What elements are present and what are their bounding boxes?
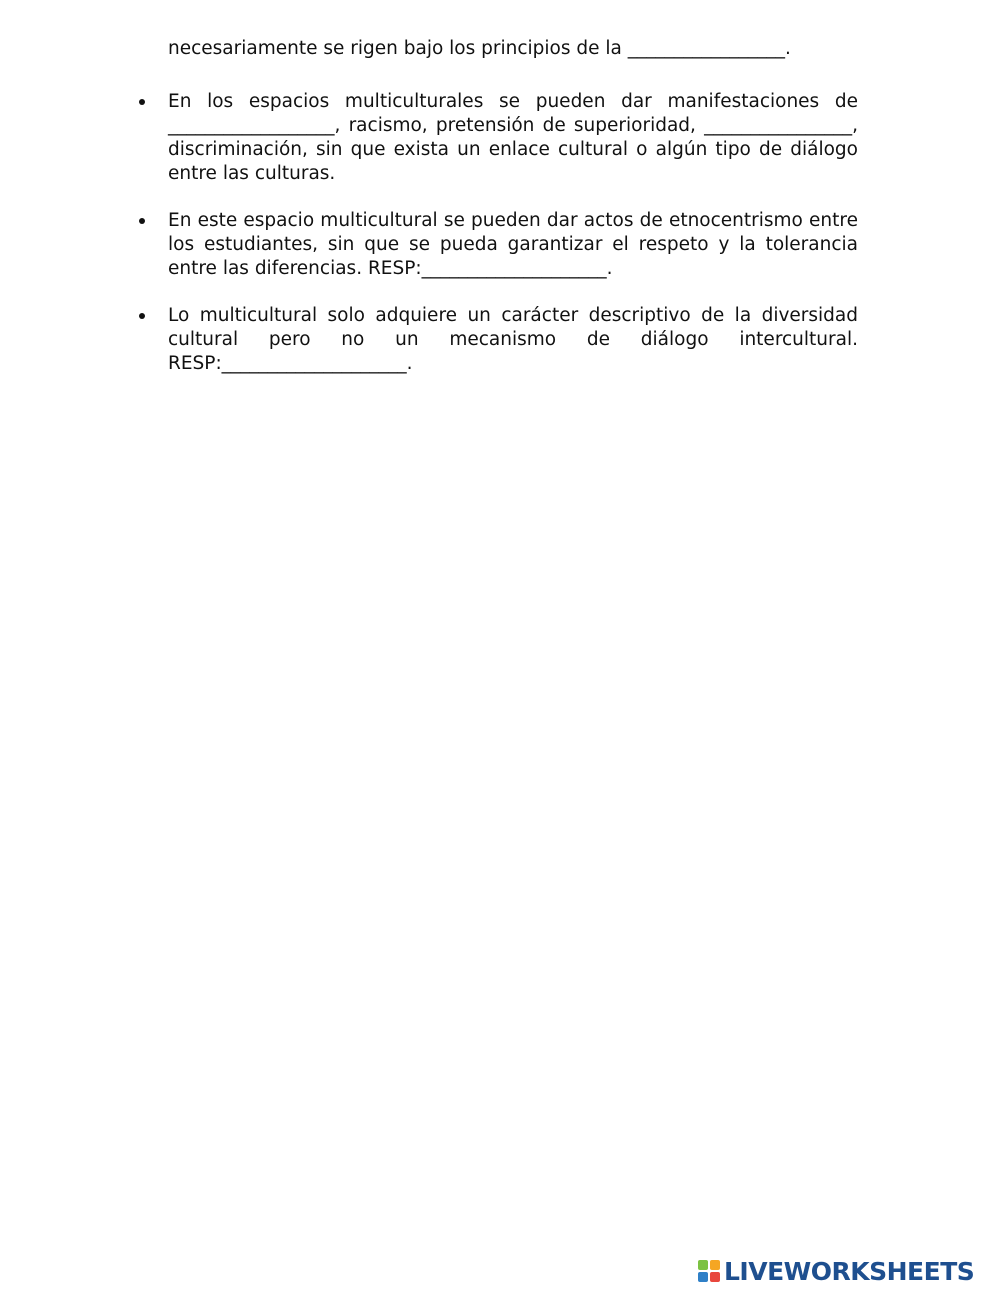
logo-square-red <box>710 1272 720 1282</box>
bullet-text: En los espacios multiculturales se pueden dar manifestaciones de __________________, racismo, pretensión de superioridad, ________________, discriminación, sin que exista un enlace cultural o algún tipo de diálogo entre las culturas. <box>168 91 858 184</box>
bullet-text: Lo multicultural solo adquiere un carácter descriptivo de la diversidad cultural pero no un mecanismo de diálogo intercultural. RESP:____________________. <box>168 305 858 374</box>
logo-square-blue <box>698 1272 708 1282</box>
bullet-item <box>0 304 1000 376</box>
bullet-text: En este espacio multicultural se pueden dar actos de etnocentrismo entre los estudiantes, sin que se pueda garantizar el respeto y la tolerancia entre las diferencias. RESP:____________________. <box>168 210 858 279</box>
bullet-item <box>0 209 1000 281</box>
liveworksheets-logo-icon <box>698 1260 720 1282</box>
bullet-icon <box>139 218 145 224</box>
continuation-paragraph: necesariamente se rigen bajo los principios de la _________________. <box>168 37 791 59</box>
bullet-list <box>0 90 1000 399</box>
bullet-icon <box>139 313 145 319</box>
liveworksheets-logo <box>698 1257 974 1285</box>
logo-square-orange <box>710 1260 720 1270</box>
logo-text: LIVEWORKSHEETS <box>724 1256 975 1286</box>
bullet-item <box>0 90 1000 186</box>
bullet-icon <box>139 99 145 105</box>
logo-square-green <box>698 1260 708 1270</box>
